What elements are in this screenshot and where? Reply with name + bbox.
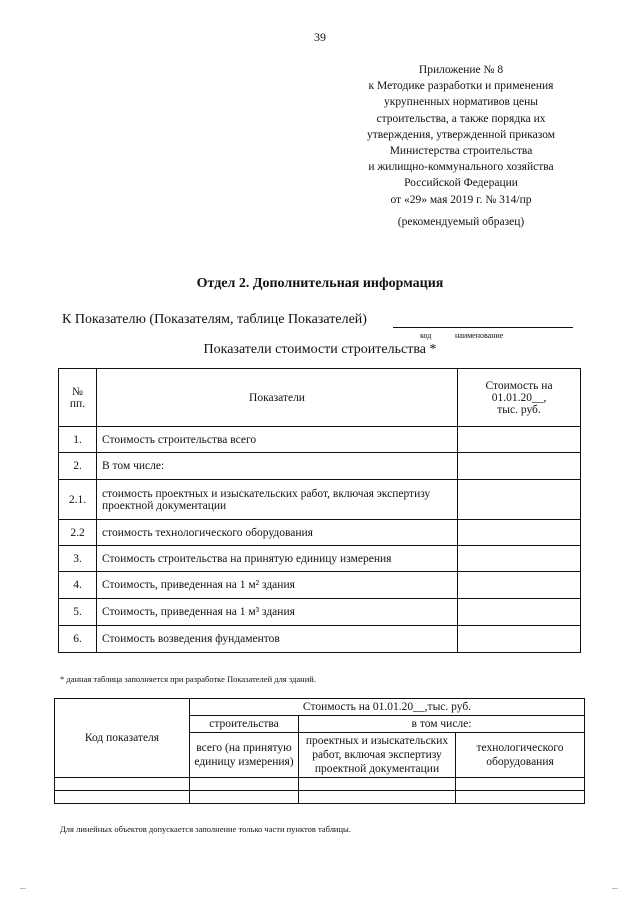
construction-cost-table <box>58 368 581 653</box>
code-cell[interactable] <box>55 791 190 804</box>
appendix-line: утверждения, утвержденной приказом <box>366 128 556 141</box>
cost-cell[interactable] <box>458 626 581 653</box>
table-row <box>59 546 581 572</box>
table2-footnote: Для линейных объектов допускается заполнение только части пунктов таблицы. <box>60 824 351 834</box>
cost-cell[interactable] <box>458 520 581 546</box>
equipment-header: технологического оборудования <box>456 733 585 778</box>
cost-header-line: 01.01.20__, <box>491 391 547 404</box>
table-header-row <box>59 369 581 427</box>
code-caption: код <box>420 331 432 340</box>
construction-column-header: строительства <box>190 716 299 733</box>
appendix-line: Приложение № 8 <box>418 64 504 76</box>
indicator-cost-table <box>54 698 585 804</box>
row-label: В том числе: <box>97 453 458 480</box>
indicator-blank-line <box>393 327 573 328</box>
table-row <box>59 599 581 626</box>
table1-footnote: * данная таблица заполняется при разработке Показателей для зданий. <box>60 674 316 684</box>
sample-note: (рекомендуемый образец) <box>397 216 525 228</box>
page-number: 39 <box>314 30 326 44</box>
indicator-reference: К Показателю (Показателям, таблице Показателей) <box>62 312 367 327</box>
appendix-line: Министерства строительства <box>389 145 533 158</box>
cost-header-line: Стоимость на <box>485 379 553 392</box>
scan-edge-mark <box>20 888 26 893</box>
construction-total-header: всего (на принятую единицу измерения) <box>190 733 299 778</box>
design-works-header: проектных и изыскательских работ, включая экспертизу проектной документации <box>299 733 456 778</box>
row-number: 6. <box>59 626 97 653</box>
row-label: Стоимость, приведенная на 1 м³ здания <box>97 599 458 626</box>
appendix-line: и жилищно-коммунального хозяйства <box>368 161 554 174</box>
row-label: стоимость проектных и изыскательских работ, включая экспертизу проектной документации <box>97 480 458 520</box>
including-column-header: в том числе: <box>299 716 585 733</box>
design-cell[interactable] <box>299 791 456 804</box>
row-number: 2.2 <box>59 520 97 546</box>
row-number: 5. <box>59 599 97 626</box>
appendix-line: Российской Федерации <box>404 177 518 190</box>
cost-header-line: тыс. руб. <box>497 403 541 416</box>
column-header-number: № пп. <box>59 369 97 427</box>
row-label: Стоимость строительства всего <box>97 427 458 453</box>
column-header-cost <box>458 369 581 427</box>
table1-title: Показатели стоимости строительства * <box>203 342 437 357</box>
table-row <box>59 520 581 546</box>
appendix-header <box>336 62 586 208</box>
appendix-line: укрупненных нормативов цены <box>384 96 538 109</box>
table-row <box>59 480 581 520</box>
table-row <box>59 572 581 599</box>
row-number: 3. <box>59 546 97 572</box>
row-number: 4. <box>59 572 97 599</box>
construction-cell[interactable] <box>190 778 299 791</box>
scan-edge-mark <box>612 888 618 893</box>
cost-cell[interactable] <box>458 427 581 453</box>
cost-cell[interactable] <box>458 599 581 626</box>
table-row <box>59 453 581 480</box>
design-cell[interactable] <box>299 778 456 791</box>
name-caption: наименование <box>455 331 504 340</box>
table-row <box>55 791 585 804</box>
appendix-line: к Методике разработки и применения <box>368 80 554 93</box>
equipment-cell[interactable] <box>456 791 585 804</box>
row-number: 2. <box>59 453 97 480</box>
cost-column-header: Стоимость на 01.01.20__,тыс. руб. <box>190 699 585 716</box>
row-label: стоимость технологического оборудования <box>97 520 458 546</box>
cost-cell[interactable] <box>458 453 581 480</box>
row-number: 2.1. <box>59 480 97 520</box>
table-row <box>55 778 585 791</box>
row-label: Стоимость, приведенная на 1 м² здания <box>97 572 458 599</box>
table-row <box>59 427 581 453</box>
row-label: Стоимость возведения фундаментов <box>97 626 458 653</box>
table-row <box>59 626 581 653</box>
row-label: Стоимость строительства на принятую единицу измерения <box>97 546 458 572</box>
row-number: 1. <box>59 427 97 453</box>
construction-cell[interactable] <box>190 791 299 804</box>
cost-cell[interactable] <box>458 546 581 572</box>
code-cell[interactable] <box>55 778 190 791</box>
cost-cell[interactable] <box>458 572 581 599</box>
section-title: Отдел 2. Дополнительная информация <box>196 276 444 291</box>
table-header-row <box>55 699 585 716</box>
appendix-line: от «29» мая 2019 г. № 314/пр <box>390 193 532 206</box>
cost-cell[interactable] <box>458 480 581 520</box>
column-header-indicators: Показатели <box>97 369 458 427</box>
equipment-cell[interactable] <box>456 778 585 791</box>
code-column-header: Код показателя <box>55 699 190 778</box>
appendix-line: строительства, а также порядка их <box>376 112 546 125</box>
